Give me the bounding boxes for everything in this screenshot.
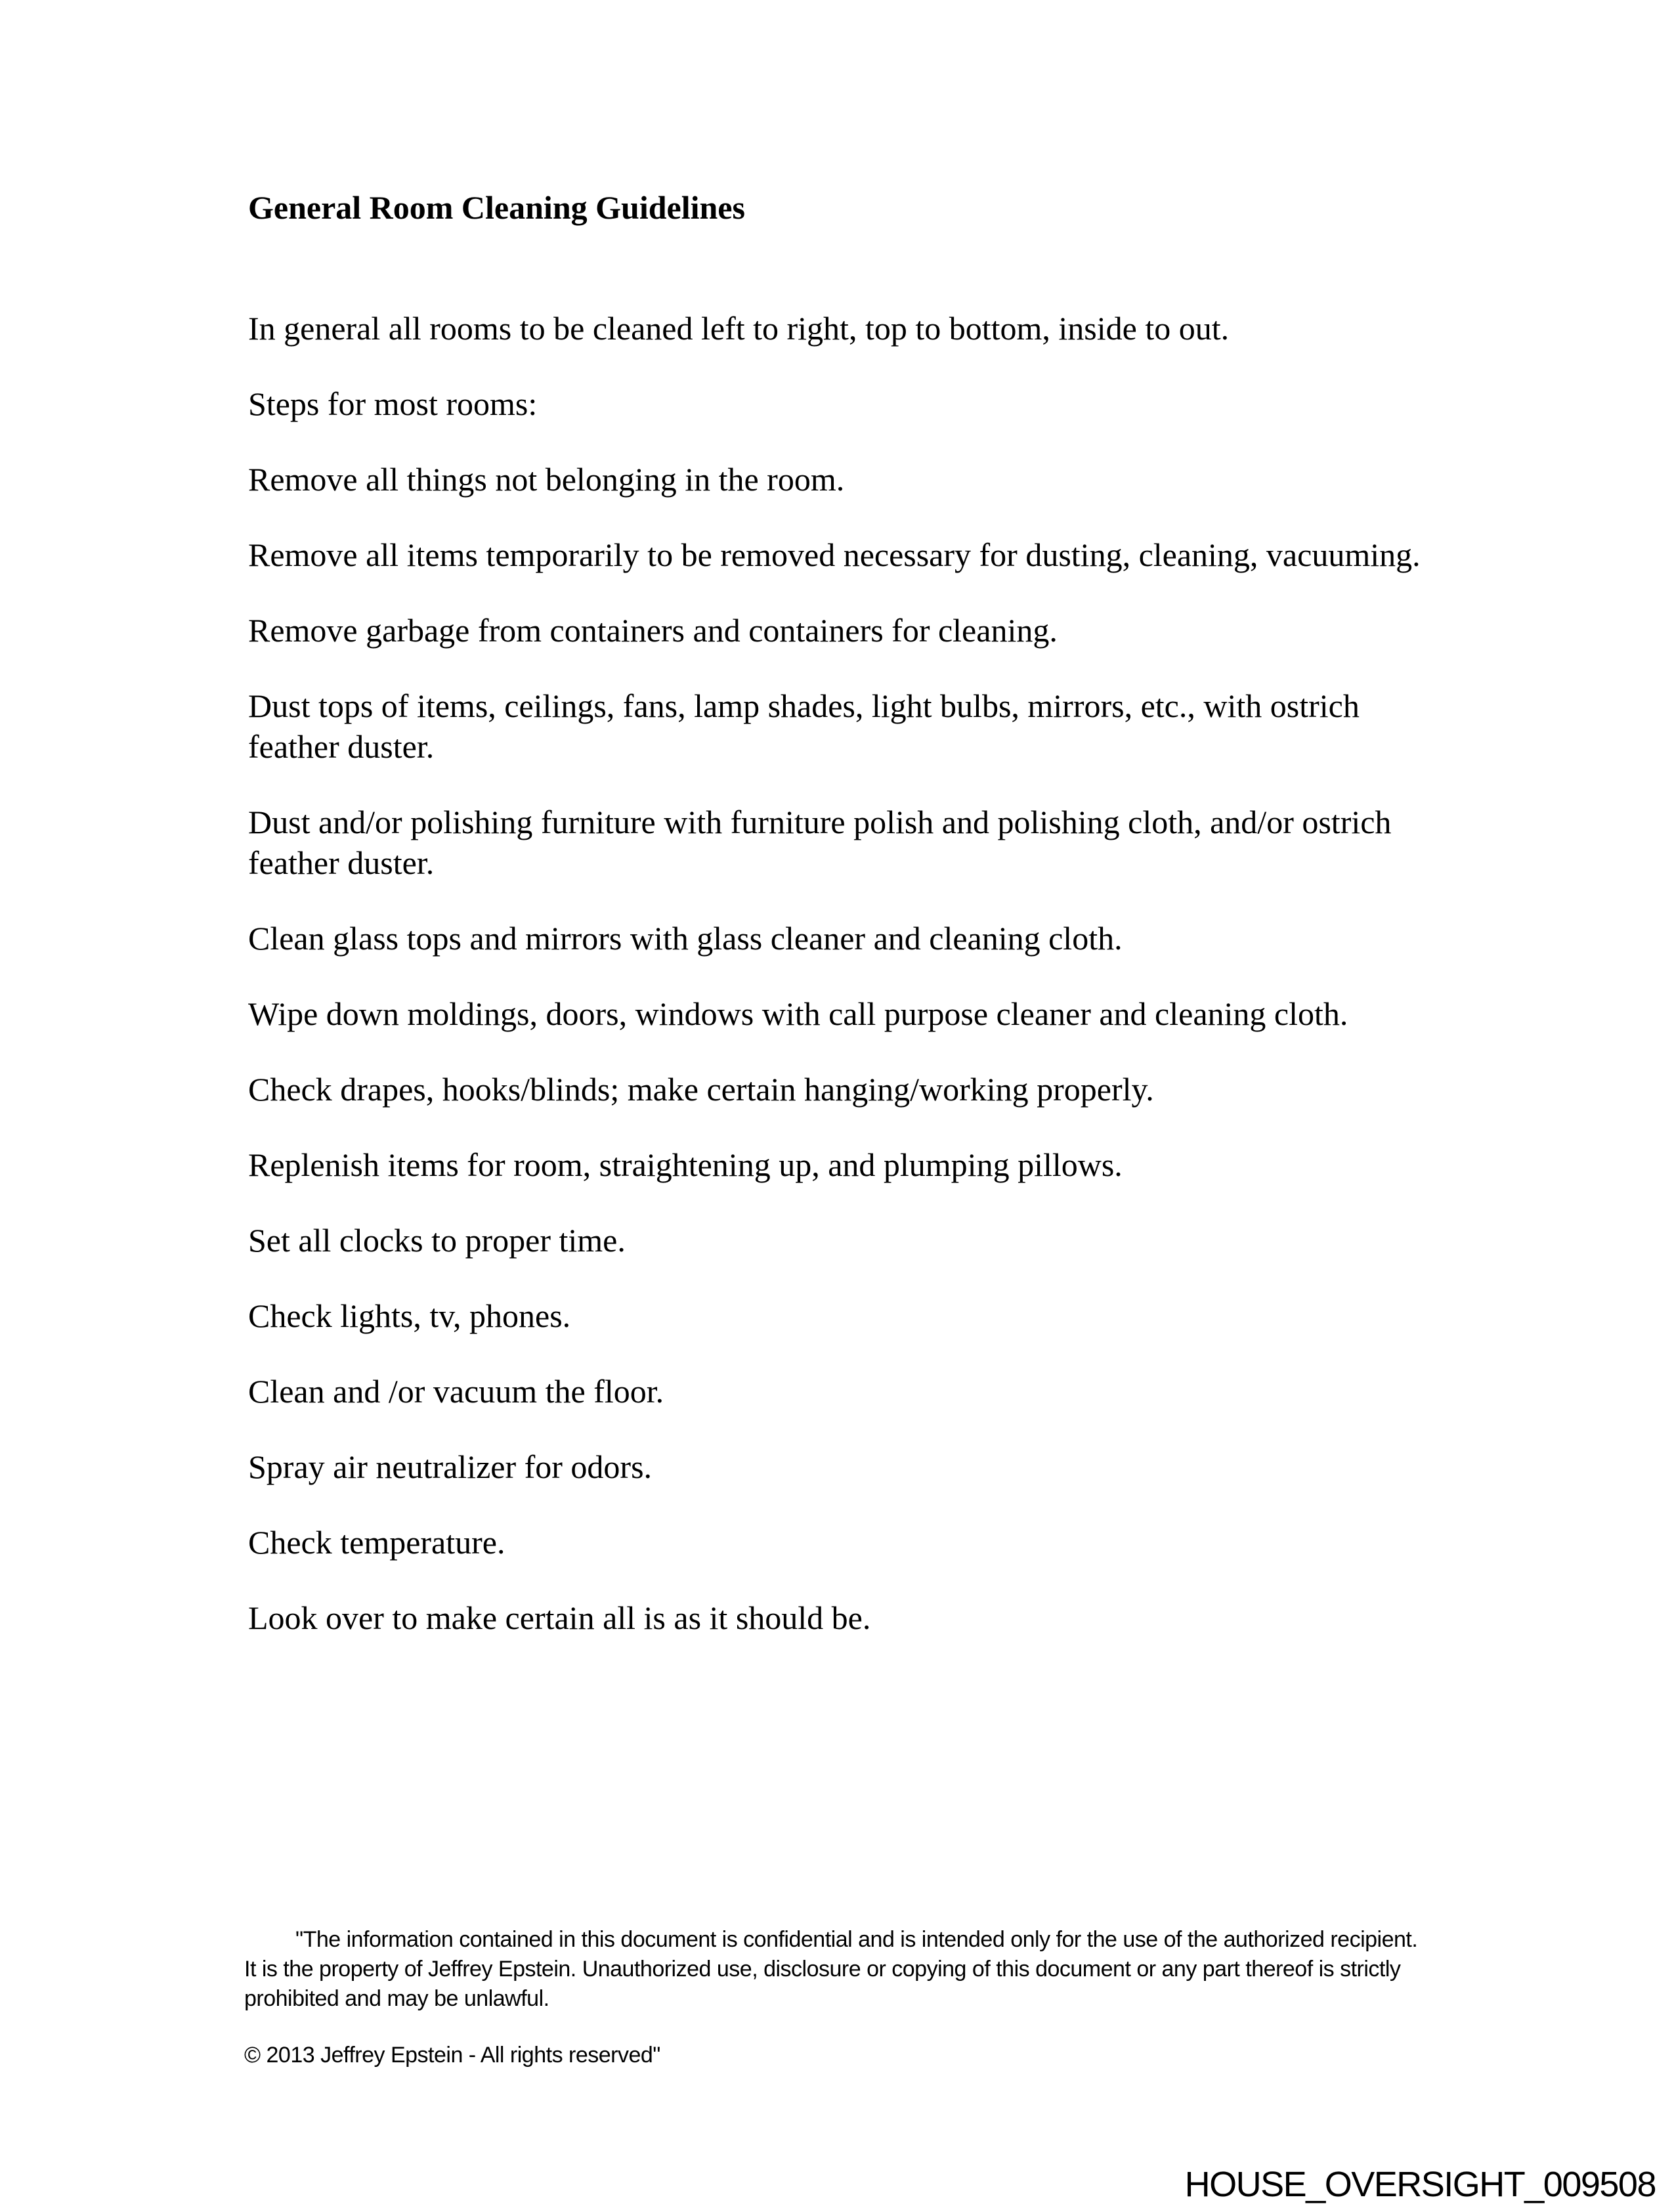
bates-number: HOUSE_OVERSIGHT_009508 [1184,2165,1656,2204]
paragraph-step: Set all clocks to proper time. [248,1222,626,1259]
paragraph-step: Check lights, tv, phones. [248,1297,571,1334]
paragraph-step: Wipe down moldings, doors, windows with call purpose cleaner and cleaning cloth. [248,995,1348,1032]
paragraph-step: Check temperature. [248,1524,505,1561]
paragraph-step: Check drapes, hooks/blinds; make certain hanging/working properly. [248,1071,1154,1108]
disclaimer-line: prohibited and may be unlawful. [244,1986,549,2011]
paragraph-steps-heading: Steps for most rooms: [248,385,538,422]
paragraph-step: Remove all items temporarily to be removed necessary for dusting, cleaning, vacuuming. [248,536,1421,573]
page-title: General Room Cleaning Guidelines [248,189,745,226]
paragraph-step: Remove all things not belonging in the room. [248,461,845,498]
disclaimer-line: "The information contained in this document is confidential and is intended only for the use of the authorized recipient. [295,1927,1418,1952]
paragraph-step: Clean and /or vacuum the floor. [248,1373,664,1410]
paragraph-step: Replenish items for room, straightening up, and plumping pillows. [248,1146,1123,1183]
paragraph-step: Remove garbage from containers and containers for cleaning. [248,612,1058,649]
paragraph-step: Clean glass tops and mirrors with glass cleaner and cleaning cloth. [248,920,1123,957]
confidentiality-disclaimer [244,1925,1492,2014]
disclaimer-line: It is the property of Jeffrey Epstein. Unauthorized use, disclosure or copying of this document or any part thereof is strictly [244,1957,1401,1982]
paragraph-step: Dust and/or polishing furniture with furniture polish and polishing cloth, and/or ostrich feather duster. [248,804,1392,881]
paragraph-step: Dust tops of items, ceilings, fans, lamp shades, light bulbs, mirrors, etc., with ostrich feather duster. [248,687,1360,765]
paragraph-intro: In general all rooms to be cleaned left to right, top to bottom, inside to out. [248,310,1230,347]
paragraph-step: Spray air neutralizer for odors. [248,1448,653,1485]
copyright-line: © 2013 Jeffrey Epstein - All rights reserved" [244,2043,660,2068]
document-body [248,187,1430,1673]
paragraph-step: Look over to make certain all is as it should be. [248,1599,871,1636]
